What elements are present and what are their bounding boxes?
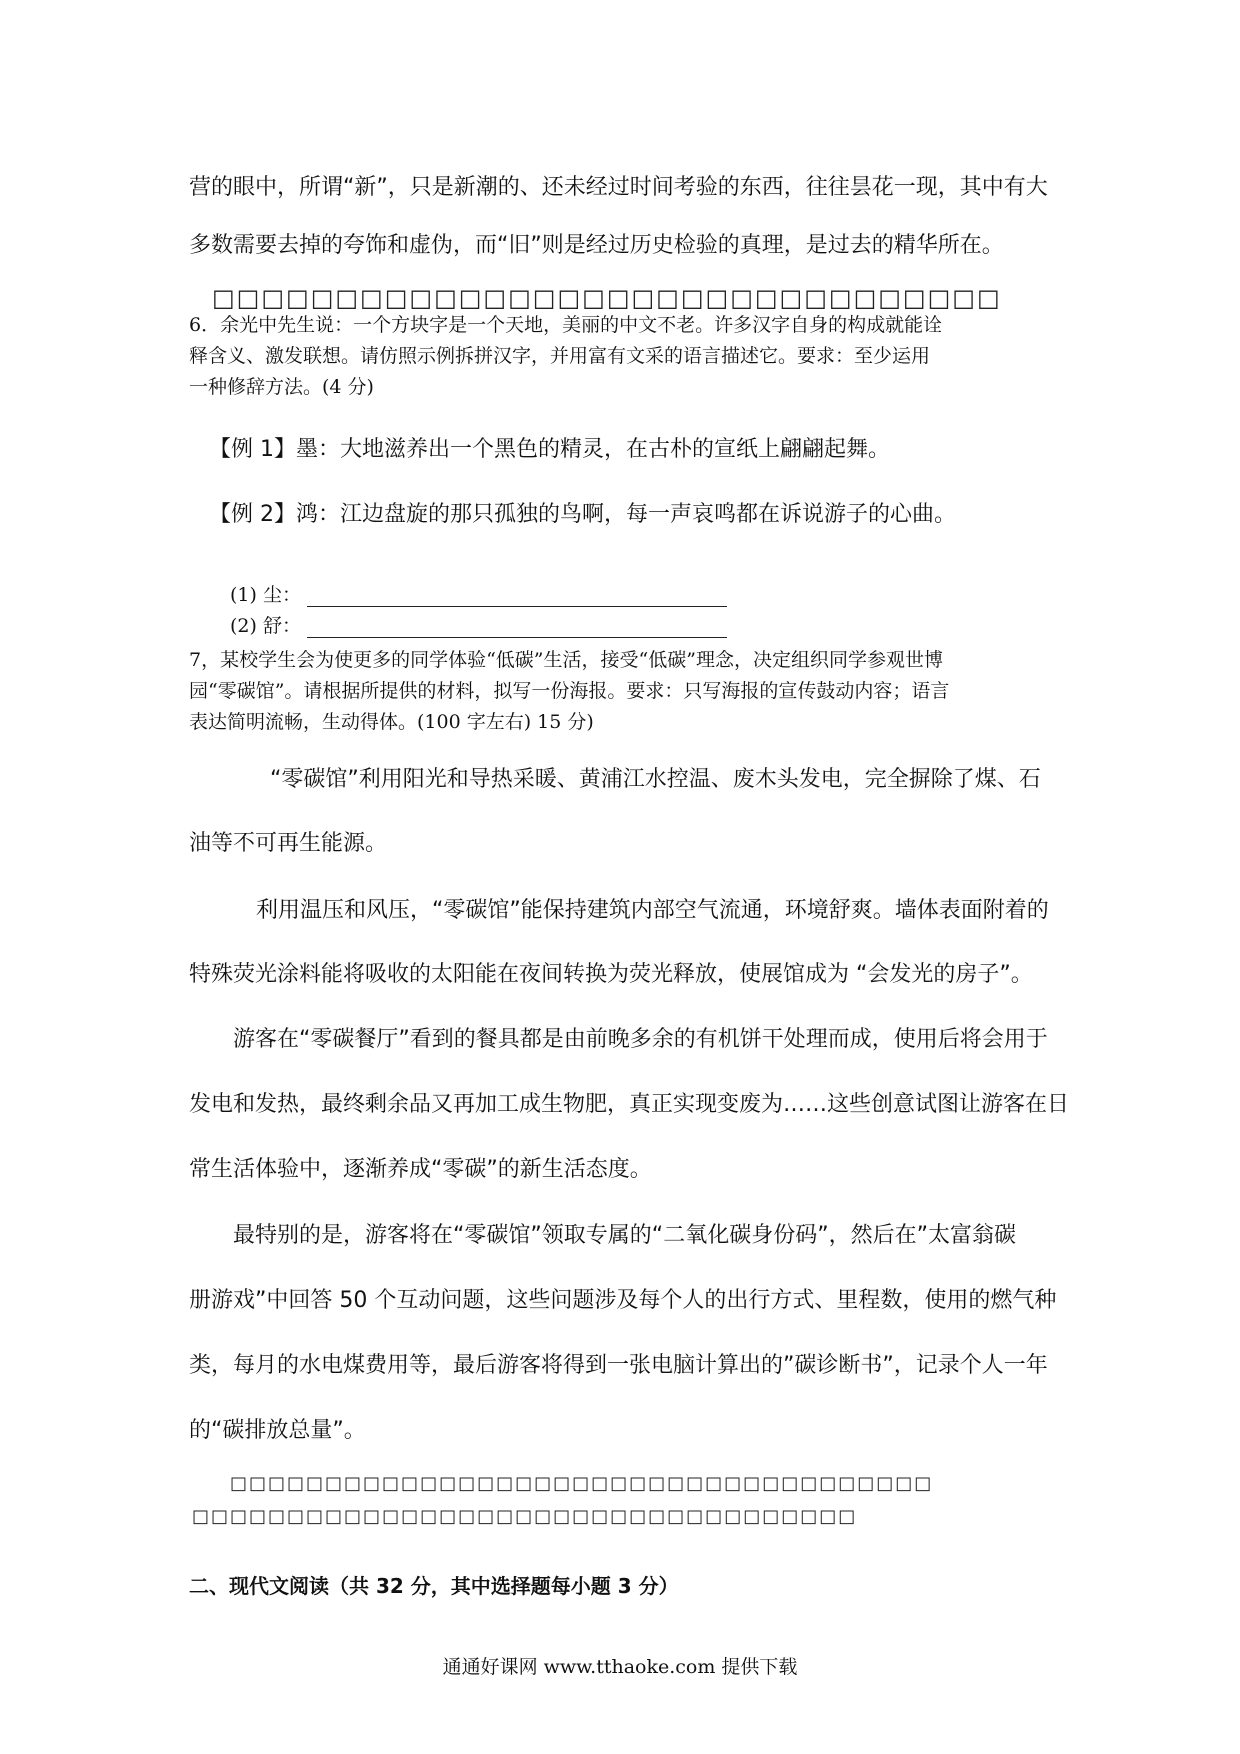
question-7-line: 表达简明流畅，生动得体。(100 字左右) 15 分) — [189, 711, 594, 733]
answer-1-label: (1) 尘： — [230, 584, 301, 606]
answer-1-blank[interactable] — [307, 586, 727, 607]
answer-line-1 — [230, 580, 727, 607]
garbled-box-line: □□□□□□□□□□□□□□□□□□□□□□□□□□□□□□□□□□□□□ — [230, 1473, 934, 1494]
material-line: 利用温压和风压，“零碳馆”能保持建筑内部空气流通，环境舒爽。墙体表面附着的 — [256, 898, 1049, 923]
garbled-box-line: □□□□□□□□□□□□□□□□□□□□□□□□□□□□□□□□ — [212, 284, 1002, 312]
material-line: 类，每月的水电煤费用等，最后游客将得到一张电脑计算出的”碳诊断书”，记录个人一年 — [189, 1353, 1048, 1378]
material-line: 册游戏”中回答 50 个互动问题，这些问题涉及每个人的出行方式、里程数，使用的燃气种 — [189, 1288, 1057, 1313]
example-2: 【例 2】鸿：江边盘旋的那只孤独的鸟啊，每一声哀鸣都在诉说游子的心曲。 — [209, 502, 956, 527]
material-line: 游客在“零碳餐厅”看到的餐具都是由前晚多余的有机饼干处理而成，使用后将会用于 — [233, 1027, 1048, 1052]
question-6-line: 释含义、激发联想。请仿照示例拆拼汉字，并用富有文采的语言描述它。要求：至少运用 — [189, 345, 931, 367]
material-line: 发电和发热，最终剩余品又再加工成生物肥，真正实现变废为……这些创意试图让游客在日 — [189, 1092, 1070, 1117]
section-heading: 二、现代文阅读（共 32 分，其中选择题每小题 3 分） — [189, 1574, 679, 1598]
material-line: 的“碳排放总量”。 — [189, 1418, 366, 1443]
question-7-line: 7，某校学生会为使更多的同学体验“低碳”生活，接受“低碳”理念，决定组织同学参观世博 — [189, 649, 943, 671]
garbled-box-line: □□□□□□□□□□□□□□□□□□□□□□□□□□□□□□□□□□□ — [192, 1506, 858, 1527]
paragraph-line: 营的眼中，所谓“新”，只是新潮的、还未经过时间考验的东西，往往昙花一现，其中有大 — [189, 175, 1048, 200]
material-line: 特殊荧光涂料能将吸收的太阳能在夜间转换为荧光释放，使展馆成为 “会发光的房子”。 — [189, 962, 1033, 987]
material-line: 油等不可再生能源。 — [189, 831, 388, 856]
material-line: 最特别的是，游客将在“零碳馆”领取专属的“二氧化碳身份码”，然后在”太富翁碳 — [233, 1223, 1016, 1248]
answer-line-2 — [230, 611, 727, 638]
material-line: “零碳馆”利用阳光和导热采暖、黄浦江水控温、废木头发电，完全摒除了煤、石 — [270, 767, 1041, 792]
answer-2-label: (2) 舒： — [230, 615, 301, 637]
footer-text: 通通好课网 www.tthaoke.com 提供下载 — [442, 1656, 798, 1678]
example-1: 【例 1】墨：大地滋养出一个黑色的精灵，在古朴的宣纸上翩翩起舞。 — [209, 437, 890, 462]
material-line: 常生活体验中，逐渐养成“零碳”的新生活态度。 — [189, 1157, 652, 1182]
answer-2-blank[interactable] — [307, 617, 727, 638]
question-7-line: 园“零碳馆”。请根据所提供的材料，拟写一份海报。要求：只写海报的宣传鼓动内容；语言 — [189, 680, 950, 702]
question-6-line: 一种修辞方法。(4 分) — [189, 376, 374, 398]
question-6-line: 6．余光中先生说：一个方块字是一个天地，美丽的中文不老。许多汉字自身的构成就能诠 — [189, 314, 943, 336]
paragraph-line: 多数需要去掉的夸饰和虚伪，而“旧”则是经过历史检验的真理，是过去的精华所在。 — [189, 233, 1004, 258]
